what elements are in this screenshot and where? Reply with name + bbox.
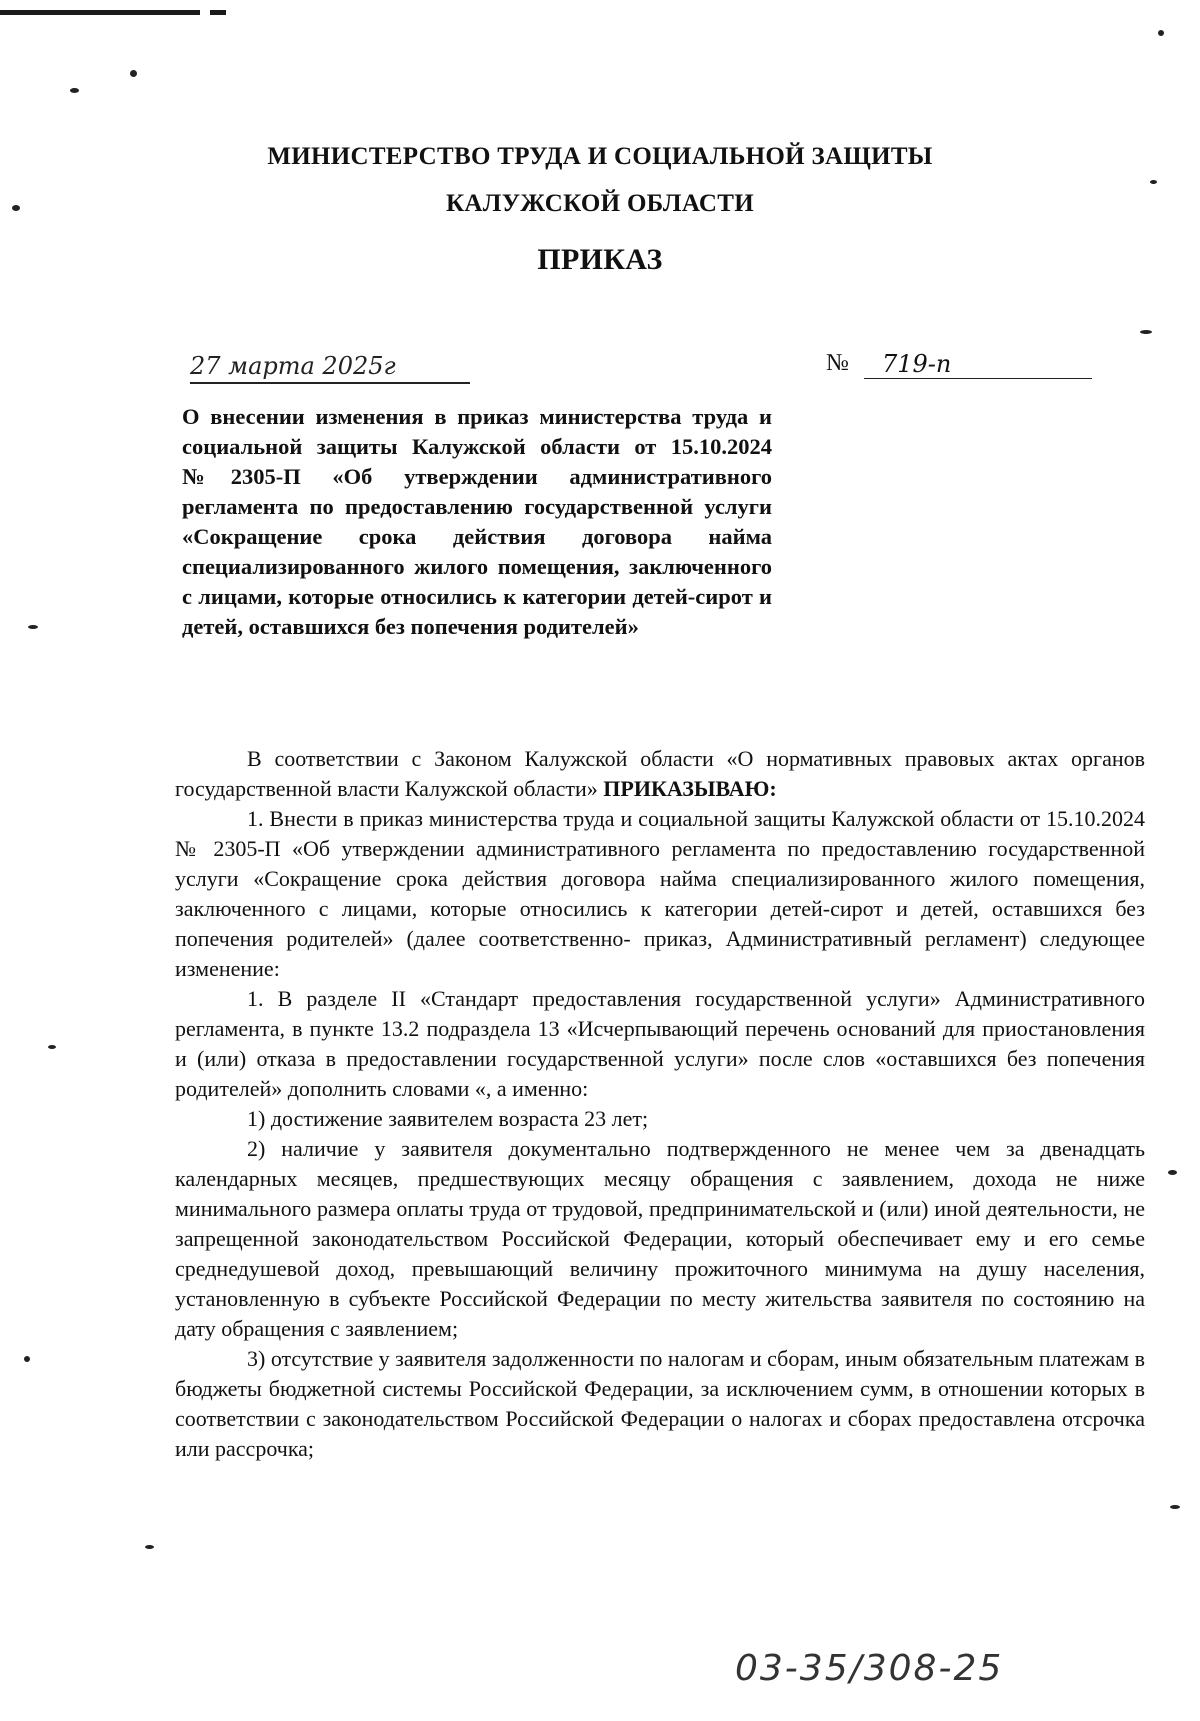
order-body — [175, 744, 1145, 1464]
preamble-text: В соответствии с Законом Калужской области «О нормативных правовых актах органов государственной власти Калужской области» — [175, 746, 1145, 801]
ministry-name-line1: МИНИСТЕРСТВО ТРУДА И СОЦИАЛЬНОЙ ЗАЩИТЫ — [267, 143, 933, 170]
registry-number-handwritten: 03-35/308-25 — [735, 1648, 1004, 1689]
list-item-2: 2) наличие у заявителя документально подтвержденного не менее чем за двенадцать календарных месяцев, предшествующих месяцу обращения с заявлением, дохода не ниже минимального размера оплаты труда от трудовой, предпринимательской и (или) иной деятельности, не запрещенной законодательством Российской Федерации, который обеспечивает ему и его семье среднедушевой доход, превышающий величину прожиточного минимума на душу населения, установленную в субъекте Российской Федерации по месту жительства заявителя по состоянию на дату обращения с заявлением; — [175, 1136, 1145, 1341]
point-1-1: 1. В разделе II «Стандарт предоставления государственной услуги» Административного регламента, в пункте 13.2 подраздела 13 «Исчерпывающий перечень оснований для приостановления и (или) отказа в предоставлении государственной услуги» после слов «оставшихся без попечения родителей» дополнить словами «, а именно: — [175, 986, 1145, 1101]
point-1: 1. Внести в приказ министерства труда и социальной защиты Калужской области от 15.10.2024 № 2305-П «Об утверждении административного регламента по предоставлению государственной услуги «Сокращение срока действия договора найма специализированного жилого помещения, заключенного с лицами, которые относились к категории детей-сирот и детей, оставшихся без попечения родителей» (далее соответственно- приказ, Административный регламент) следующее изменение: — [175, 806, 1145, 981]
scan-speck — [1170, 1505, 1180, 1509]
list-item-3: 3) отсутствие у заявителя задолженности по налогам и сборам, иным обязательным платежам в бюджеты бюджетной системы Российской Федерации, за исключением сумм, в отношении которых в соответствии с законодательством Российской Федерации о налогах и сборах предоставлена отсрочка или рассрочка; — [175, 1346, 1145, 1461]
order-subject-heading: О внесении изменения в приказ министерства труда и социальной защиты Калужской области от 15.10.2024 №2305-П «Об утверждении административного регламента по предоставлению государственной услуги «Сокращение срока действия договора найма специализированного жилого помещения, заключенного с лицами, которые относились к категории детей-сирот и детей, оставшихся без попечения родителей» — [182, 404, 772, 639]
preamble-paragraph — [175, 744, 1145, 804]
scan-speck — [28, 625, 38, 629]
order-date-handwritten: 27 марта 2025г — [190, 352, 470, 384]
scan-speck — [1168, 1170, 1177, 1175]
scan-speck — [130, 70, 137, 77]
order-word-colon: : — [769, 776, 777, 801]
ministry-name-line2: КАЛУЖСКОЙ ОБЛАСТИ — [445, 190, 755, 217]
scan-edge-artifact — [210, 10, 226, 15]
scan-speck — [1158, 30, 1164, 36]
document-type-title: ПРИКАЗ — [537, 243, 663, 276]
scan-speck — [70, 88, 79, 93]
scan-speck — [1150, 180, 1157, 184]
scan-edge-artifact — [0, 10, 200, 15]
scan-speck — [145, 1545, 154, 1549]
number-sign: № — [826, 350, 849, 376]
scan-speck — [24, 1356, 30, 1362]
scan-speck — [48, 1045, 56, 1049]
order-word: ПРИКАЗЫВАЮ — [603, 776, 770, 801]
list-item-1: 1) достижение заявителем возраста 23 лет; — [247, 1106, 649, 1131]
scan-speck — [1140, 330, 1152, 334]
order-number-handwritten: 719-п — [864, 350, 1092, 379]
